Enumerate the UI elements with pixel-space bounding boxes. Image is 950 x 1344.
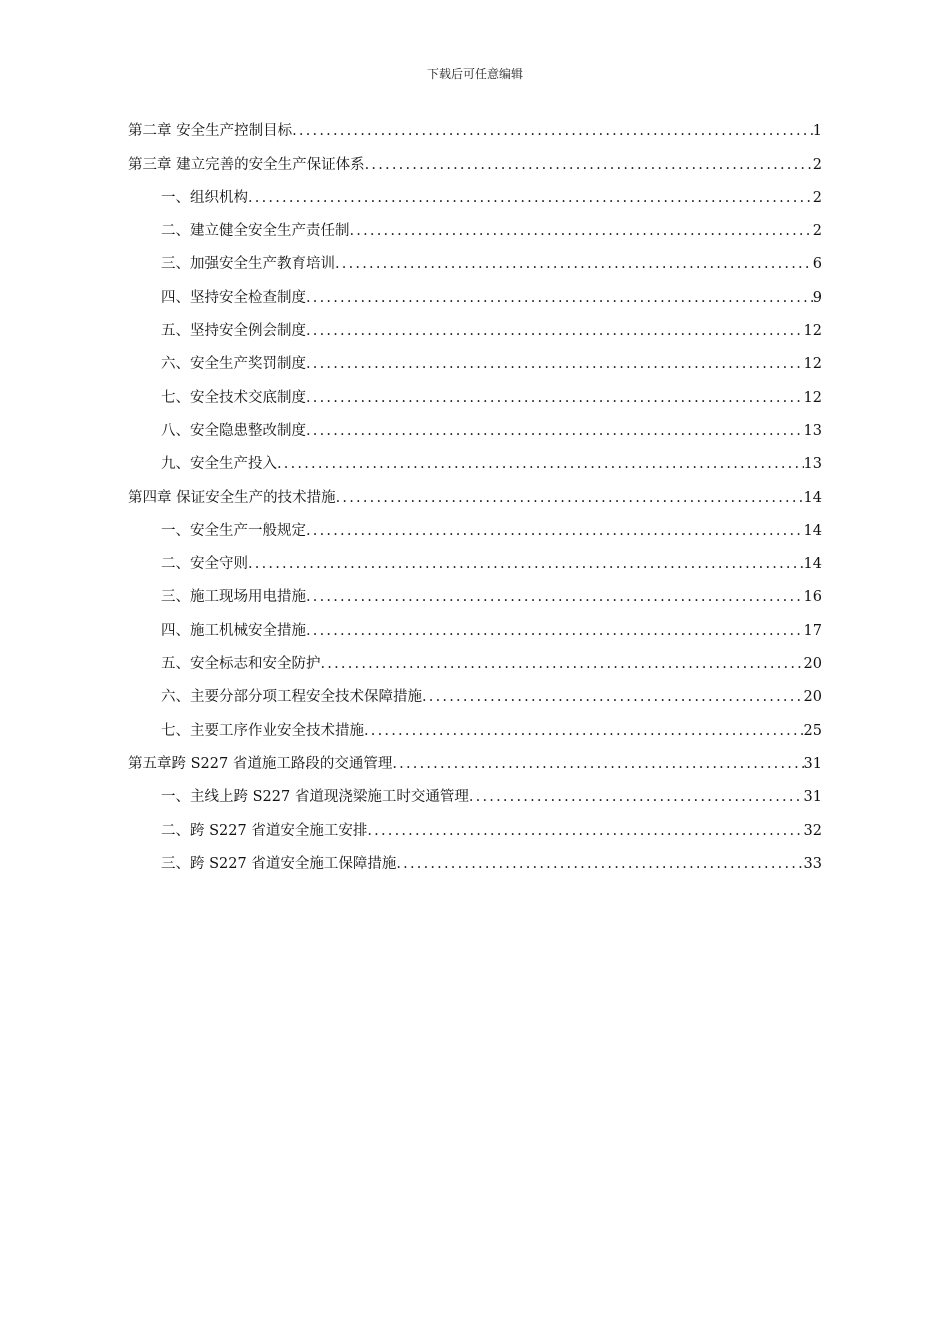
toc-entry-page-number: 6 [812,256,822,273]
toc-entry-title: 六、主要分部分项工程安全技术保障措施 [161,689,422,706]
toc-leader-dots [292,121,813,143]
toc-entry[interactable] [128,510,822,543]
toc-leader-dots [336,488,804,510]
toc-entry-page-number: 20 [803,656,822,673]
toc-entry-title: 九、安全生产投入 [161,456,277,473]
toc-entry-title: 六、安全生产奖罚制度 [161,356,306,373]
toc-leader-dots [367,821,803,843]
toc-leader-dots [248,554,804,576]
toc-leader-dots [306,321,804,343]
toc-entry-page-number: 13 [803,422,822,439]
toc-entry-title: 七、安全技术交底制度 [161,389,306,406]
toc-leader-dots [306,421,804,443]
table-of-contents [128,110,822,876]
toc-entry-title: 四、坚持安全检查制度 [161,289,306,306]
toc-entry-title: 三、加强安全生产教育培训 [161,256,335,273]
toc-entry-page-number: 14 [803,522,822,539]
toc-entry-title: 三、跨 S227 省道安全施工保障措施 [161,855,397,872]
toc-entry[interactable] [128,776,822,809]
toc-entry[interactable] [128,243,822,276]
toc-entry-title: 一、组织机构 [161,189,248,206]
toc-leader-dots [306,587,804,609]
toc-entry[interactable] [128,210,822,243]
toc-entry[interactable] [128,410,822,443]
toc-entry[interactable] [128,110,822,143]
toc-entry-page-number: 2 [812,223,822,240]
toc-entry-page-number: 12 [803,323,822,340]
toc-leader-dots [321,654,804,676]
toc-entry[interactable] [128,177,822,210]
toc-entry[interactable] [128,343,822,376]
toc-entry-page-number: 13 [803,456,822,473]
toc-entry-title: 二、跨 S227 省道安全施工安排 [161,822,368,839]
toc-entry-title: 四、施工机械安全措施 [161,622,306,639]
toc-leader-dots [306,354,804,376]
toc-entry-page-number: 2 [812,189,822,206]
toc-leader-dots [396,854,803,876]
toc-entry[interactable] [128,143,822,176]
page-header: 下载后可任意编辑 [426,67,523,81]
toc-entry-title: 一、主线上跨 S227 省道现浇梁施工时交通管理 [161,789,469,806]
toc-entry[interactable] [128,609,822,642]
toc-entry[interactable] [128,576,822,609]
toc-entry-page-number: 12 [803,389,822,406]
toc-entry-title: 五、坚持安全例会制度 [161,323,306,340]
toc-entry-title: 二、安全守则 [161,556,248,573]
toc-entry[interactable] [128,276,822,309]
toc-entry[interactable] [128,809,822,842]
toc-entry-title: 第三章 建立完善的安全生产保证体系 [128,156,365,173]
toc-entry-page-number: 14 [803,556,822,573]
toc-entry-title: 一、安全生产一般规定 [161,522,306,539]
toc-entry-page-number: 2 [812,156,822,173]
toc-entry-title: 第四章 保证安全生产的技术措施 [128,489,336,506]
toc-leader-dots [335,254,813,276]
toc-entry-title: 七、主要工序作业安全技术措施 [161,722,364,739]
toc-entry-title: 八、安全隐患整改制度 [161,422,306,439]
toc-entry-page-number: 32 [803,822,822,839]
toc-entry[interactable] [128,310,822,343]
toc-entry[interactable] [128,643,822,676]
toc-leader-dots [248,188,813,210]
toc-leader-dots [306,621,804,643]
toc-entry[interactable] [128,709,822,742]
toc-entry-title: 五、安全标志和安全防护 [161,656,321,673]
toc-leader-dots [350,221,813,243]
toc-entry-title: 第二章 安全生产控制目标 [128,123,293,140]
toc-leader-dots [306,388,804,410]
toc-entry[interactable] [128,743,822,776]
toc-entry[interactable] [128,443,822,476]
toc-entry-page-number: 14 [803,489,822,506]
toc-leader-dots [306,521,804,543]
toc-entry-page-number: 33 [803,855,822,872]
toc-leader-dots [277,454,804,476]
toc-entry-title: 第五章跨 S227 省道施工路段的交通管理 [128,755,393,772]
toc-leader-dots [469,787,804,809]
toc-entry-page-number: 17 [803,622,822,639]
toc-entry-page-number: 1 [812,123,822,140]
toc-entry[interactable] [128,476,822,509]
toc-entry[interactable] [128,543,822,576]
toc-leader-dots [306,288,813,310]
toc-entry-title: 二、建立健全安全生产责任制 [161,223,350,240]
toc-leader-dots [392,754,803,776]
toc-entry[interactable] [128,376,822,409]
toc-entry-page-number: 20 [803,689,822,706]
toc-entry-page-number: 16 [803,589,822,606]
toc-leader-dots [364,721,804,743]
toc-leader-dots [365,155,813,177]
toc-entry[interactable] [128,676,822,709]
toc-leader-dots [422,687,804,709]
toc-entry-page-number: 31 [803,789,822,806]
toc-entry-page-number: 31 [803,755,822,772]
toc-entry-page-number: 9 [812,289,822,306]
toc-entry-page-number: 12 [803,356,822,373]
toc-entry-title: 三、施工现场用电措施 [161,589,306,606]
toc-entry[interactable] [128,843,822,876]
toc-entry-page-number: 25 [803,722,822,739]
